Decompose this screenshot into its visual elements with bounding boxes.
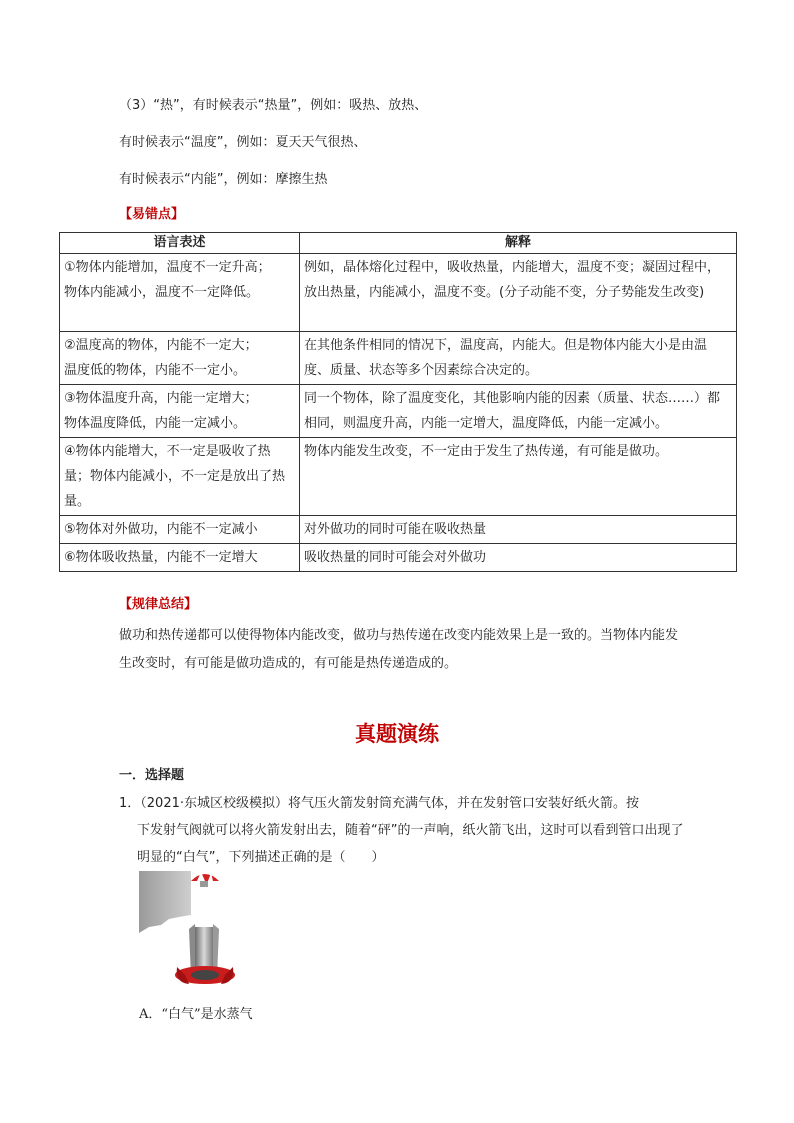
row-explanation: 对外做功的同时可能在吸收热量	[300, 516, 737, 544]
error-points-tag: 【易错点】	[119, 207, 185, 222]
header-statement: 语言表述	[60, 233, 300, 254]
row-statement: ⑥物体吸收热量，内能不一定增大	[60, 544, 300, 572]
table-row	[60, 254, 737, 332]
question-1	[119, 790, 689, 871]
question-1-first-line: 1．（2021·东城区校级模拟）将气压火箭发射筒充满气体，并在发射管口安装好纸火箭。按	[119, 796, 639, 811]
row-explanation: 例如，晶体熔化过程中，吸收热量，内能增大，温度不变；凝固过程中，放出热量，内能减小，温度不变。(分子动能不变，分子势能发生改变)	[300, 254, 737, 332]
intro-line-1: （3）“热”，有时候表示“热量”，例如：吸热、放热、	[119, 98, 428, 113]
row-explanation: 吸收热量的同时可能会对外做功	[300, 544, 737, 572]
intro-line-2: 有时候表示“温度”，例如：夏天天气很热、	[119, 135, 367, 150]
table-row	[60, 544, 737, 572]
row-statement: ③物体温度升高，内能一定增大； 物体温度降低，内能一定减小。	[60, 385, 300, 438]
rocket-launcher-image	[139, 867, 239, 992]
question-1-continued: 下发射气阀就可以将火箭发射出去，随着“砰”的一声响，纸火箭飞出，这时可以看到管口出现了明显的“白气”，下列描述正确的是（ ）	[137, 823, 684, 865]
summary-text: 做功和热传递都可以使得物体内能改变，做功与热传递在改变内能效果上是一致的。当物体内能发生改变时，有可能是做功造成的，有可能是热传递造成的。	[119, 628, 679, 671]
section-heading: 一．选择题	[119, 768, 185, 783]
rocket-nose	[191, 874, 219, 881]
row-explanation: 同一个物体，除了温度变化，其他影响内能的因素（质量、状态……）都相同，则温度升高，内能一定增大，温度降低，内能一定减小。	[300, 385, 737, 438]
table-row	[60, 332, 737, 385]
row-explanation: 物体内能发生改变，不一定由于发生了热传递，有可能是做功。	[300, 438, 737, 516]
header-explanation: 解释	[300, 233, 737, 254]
smoke-cloud	[139, 871, 191, 933]
summary-tag: 【规律总结】	[119, 597, 198, 612]
table-row	[60, 385, 737, 438]
table-row	[60, 516, 737, 544]
rocket-body	[200, 881, 208, 887]
intro-line-3: 有时候表示“内能”，例如：摩擦生热	[119, 172, 328, 187]
section-title: 真题演练	[355, 721, 439, 746]
option-a[interactable]: A．“白气”是水蒸气	[139, 1007, 253, 1022]
error-points-table	[59, 232, 737, 572]
row-statement: ①物体内能增加，温度不一定升高； 物体内能减小，温度不一定降低。	[60, 254, 300, 332]
row-statement: ②温度高的物体，内能不一定大； 温度低的物体，内能不一定小。	[60, 332, 300, 385]
row-statement: ⑤物体对外做功，内能不一定减小	[60, 516, 300, 544]
table-row	[60, 438, 737, 516]
row-explanation: 在其他条件相同的情况下，温度高，内能大。但是物体内能大小是由温度、质量、状态等多个因素综合决定的。	[300, 332, 737, 385]
table-header-row	[60, 233, 737, 254]
row-statement: ④物体内能增大，不一定是吸收了热量；物体内能减小，不一定是放出了热量。	[60, 438, 300, 516]
